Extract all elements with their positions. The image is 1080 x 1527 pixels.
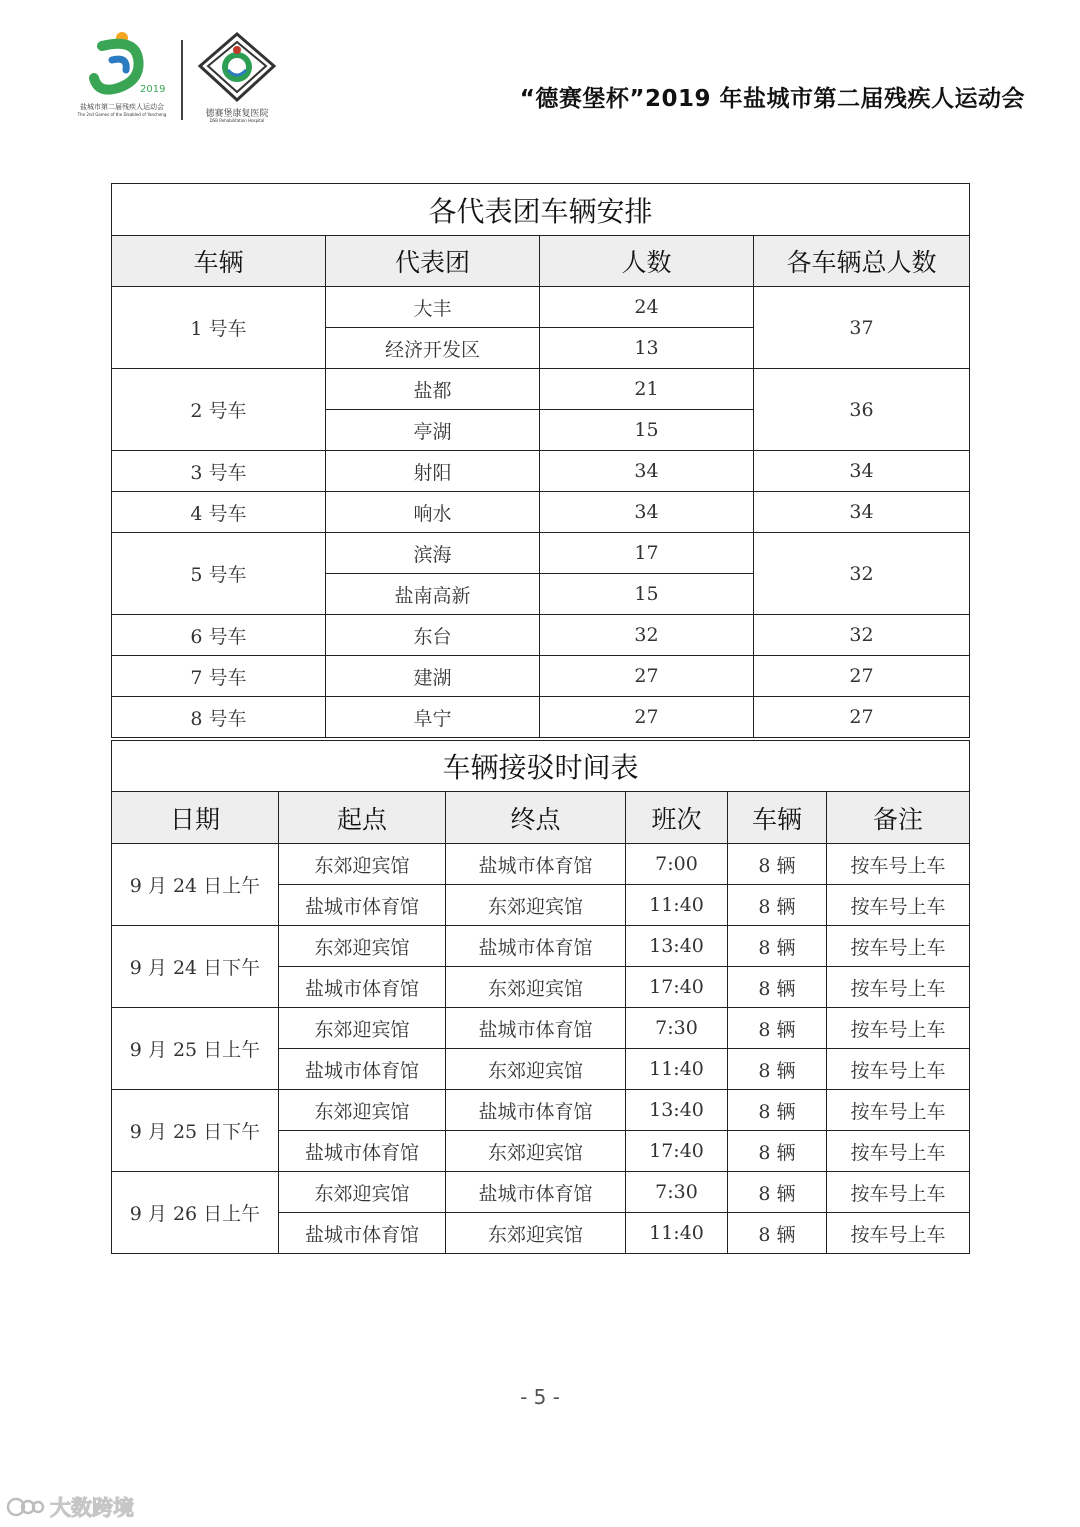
destination-cell: 东郊迎宾馆 (446, 967, 626, 1008)
table-row (112, 492, 970, 533)
note-cell: 按车号上车 (827, 1213, 970, 1254)
page-number: - 5 - (520, 1385, 560, 1409)
column-header: 备注 (827, 792, 970, 844)
shuttle-table-caption: 车辆接驳时间表 (112, 741, 970, 792)
column-header: 人数 (540, 236, 754, 287)
departure-time-cell: 7:30 (626, 1172, 728, 1213)
date-cell: 9 月 24 日下午 (112, 926, 279, 1008)
games-logo-year: 2019 (140, 84, 166, 95)
delegation-cell: 东台 (326, 615, 540, 656)
total-cell: 34 (754, 451, 970, 492)
destination-cell: 盐城市体育馆 (446, 1090, 626, 1131)
table-row (112, 1090, 970, 1131)
note-cell: 按车号上车 (827, 1090, 970, 1131)
watermark-text: 大数跨境 (50, 1496, 134, 1520)
delegation-cell: 盐南高新 (326, 574, 540, 615)
games-logo-caption: 盐城市第二届残疾人运动会 (80, 103, 164, 111)
column-header: 车辆 (112, 236, 326, 287)
origin-cell: 东郊迎宾馆 (279, 1090, 446, 1131)
delegation-cell: 大丰 (326, 287, 540, 328)
departure-time-cell: 13:40 (626, 1090, 728, 1131)
vehicle-cell: 2 号车 (112, 369, 326, 451)
departure-time-cell: 13:40 (626, 926, 728, 967)
vehicle-count-cell: 8 辆 (728, 1131, 827, 1172)
delegation-cell: 响水 (326, 492, 540, 533)
note-cell: 按车号上车 (827, 1172, 970, 1213)
vehicle-cell: 4 号车 (112, 492, 326, 533)
table-row (112, 844, 970, 885)
date-cell: 9 月 26 日上午 (112, 1172, 279, 1254)
count-cell: 32 (540, 615, 754, 656)
vehicle-arrangement-table (111, 183, 970, 738)
logo-divider (181, 40, 183, 120)
departure-time-cell: 7:00 (626, 844, 728, 885)
table-row (112, 451, 970, 492)
destination-cell: 盐城市体育馆 (446, 1172, 626, 1213)
total-cell: 37 (754, 287, 970, 369)
note-cell: 按车号上车 (827, 1049, 970, 1090)
count-cell: 15 (540, 574, 754, 615)
vehicle-count-cell: 8 辆 (728, 1172, 827, 1213)
games-logo-caption-en: The 2nd Games of the Disabled of Yancheng (77, 112, 167, 117)
hospital-logo-caption-en: DSB Rehabilitation Hospital (209, 118, 265, 123)
watermark (6, 1492, 134, 1522)
column-header: 起点 (279, 792, 446, 844)
date-cell: 9 月 25 日上午 (112, 1008, 279, 1090)
delegation-cell: 滨海 (326, 533, 540, 574)
origin-cell: 盐城市体育馆 (279, 1131, 446, 1172)
vehicle-count-cell: 8 辆 (728, 1213, 827, 1254)
table-row (112, 615, 970, 656)
hospital-emblem-icon (192, 30, 282, 104)
destination-cell: 东郊迎宾馆 (446, 1131, 626, 1172)
vehicle-count-cell: 8 辆 (728, 926, 827, 967)
date-cell: 9 月 25 日下午 (112, 1090, 279, 1172)
departure-time-cell: 11:40 (626, 1049, 728, 1090)
delegation-cell: 阜宁 (326, 697, 540, 738)
vehicle-count-cell: 8 辆 (728, 967, 827, 1008)
count-cell: 27 (540, 656, 754, 697)
count-cell: 34 (540, 451, 754, 492)
origin-cell: 盐城市体育馆 (279, 967, 446, 1008)
origin-cell: 东郊迎宾馆 (279, 844, 446, 885)
table-row (112, 1008, 970, 1049)
destination-cell: 盐城市体育馆 (446, 1008, 626, 1049)
count-cell: 24 (540, 287, 754, 328)
departure-time-cell: 11:40 (626, 1213, 728, 1254)
note-cell: 按车号上车 (827, 1131, 970, 1172)
table-row (112, 1172, 970, 1213)
destination-cell: 盐城市体育馆 (446, 926, 626, 967)
vehicle-cell: 6 号车 (112, 615, 326, 656)
destination-cell: 东郊迎宾馆 (446, 1213, 626, 1254)
origin-cell: 盐城市体育馆 (279, 1049, 446, 1090)
table-row (112, 926, 970, 967)
delegation-cell: 盐都 (326, 369, 540, 410)
games-emblem-icon (72, 28, 172, 102)
vehicle-count-cell: 8 辆 (728, 844, 827, 885)
hospital-logo-caption: 德赛堡康复医院 (205, 109, 269, 119)
column-header: 各车辆总人数 (754, 236, 970, 287)
shuttle-schedule-table (111, 740, 970, 1254)
note-cell: 按车号上车 (827, 967, 970, 1008)
table-row (112, 369, 970, 410)
table-row (112, 697, 970, 738)
count-cell: 15 (540, 410, 754, 451)
note-cell: 按车号上车 (827, 926, 970, 967)
origin-cell: 东郊迎宾馆 (279, 1008, 446, 1049)
vehicle-count-cell: 8 辆 (728, 1090, 827, 1131)
delegation-cell: 亭湖 (326, 410, 540, 451)
count-cell: 17 (540, 533, 754, 574)
count-cell: 21 (540, 369, 754, 410)
table-row (112, 287, 970, 328)
header-title: “德赛堡杯”2019 年盐城市第二届残疾人运动会 (519, 86, 1025, 112)
departure-time-cell: 11:40 (626, 885, 728, 926)
page-header (0, 0, 1080, 130)
origin-cell: 盐城市体育馆 (279, 885, 446, 926)
departure-time-cell: 17:40 (626, 1131, 728, 1172)
count-cell: 27 (540, 697, 754, 738)
column-header: 日期 (112, 792, 279, 844)
note-cell: 按车号上车 (827, 844, 970, 885)
vehicle-cell: 5 号车 (112, 533, 326, 615)
departure-time-cell: 7:30 (626, 1008, 728, 1049)
delegation-cell: 经济开发区 (326, 328, 540, 369)
total-cell: 32 (754, 533, 970, 615)
column-header: 代表团 (326, 236, 540, 287)
vehicle-cell: 7 号车 (112, 656, 326, 697)
total-cell: 32 (754, 615, 970, 656)
count-cell: 13 (540, 328, 754, 369)
destination-cell: 东郊迎宾馆 (446, 1049, 626, 1090)
count-cell: 34 (540, 492, 754, 533)
total-cell: 34 (754, 492, 970, 533)
departure-time-cell: 17:40 (626, 967, 728, 1008)
games-logo (72, 28, 172, 120)
destination-cell: 盐城市体育馆 (446, 844, 626, 885)
origin-cell: 盐城市体育馆 (279, 1213, 446, 1254)
total-cell: 27 (754, 656, 970, 697)
destination-cell: 东郊迎宾馆 (446, 885, 626, 926)
vehicle-cell: 8 号车 (112, 697, 326, 738)
vehicle-count-cell: 8 辆 (728, 1049, 827, 1090)
watermark-logo-icon (6, 1495, 46, 1519)
vehicle-count-cell: 8 辆 (728, 885, 827, 926)
table-row (112, 656, 970, 697)
date-cell: 9 月 24 日上午 (112, 844, 279, 926)
note-cell: 按车号上车 (827, 885, 970, 926)
vehicle-cell: 3 号车 (112, 451, 326, 492)
vehicle-cell: 1 号车 (112, 287, 326, 369)
table-row (112, 533, 970, 574)
column-header: 车辆 (728, 792, 827, 844)
delegation-cell: 射阳 (326, 451, 540, 492)
total-cell: 27 (754, 697, 970, 738)
origin-cell: 东郊迎宾馆 (279, 926, 446, 967)
column-header: 班次 (626, 792, 728, 844)
hospital-logo (192, 30, 282, 122)
column-header: 终点 (446, 792, 626, 844)
vehicle-table-caption: 各代表团车辆安排 (112, 184, 970, 236)
vehicle-count-cell: 8 辆 (728, 1008, 827, 1049)
total-cell: 36 (754, 369, 970, 451)
delegation-cell: 建湖 (326, 656, 540, 697)
note-cell: 按车号上车 (827, 1008, 970, 1049)
origin-cell: 东郊迎宾馆 (279, 1172, 446, 1213)
